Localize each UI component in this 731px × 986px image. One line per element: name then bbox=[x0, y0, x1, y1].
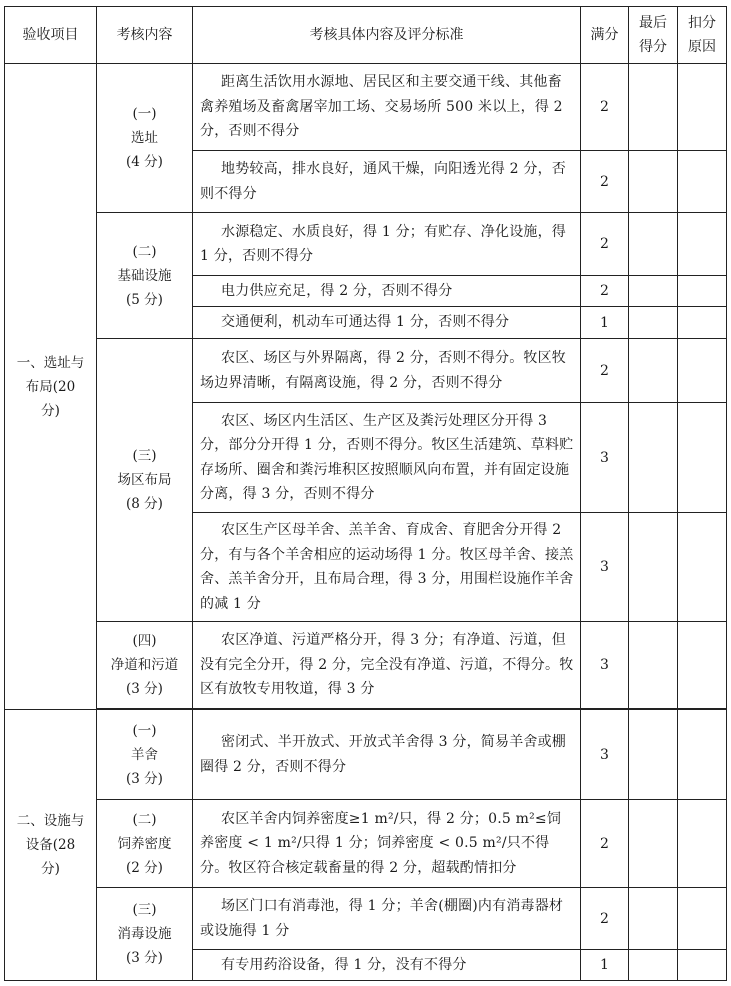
criteria-text: 交通便利，机动车可通达得 1 分，否则不得分 bbox=[193, 307, 581, 339]
header-final-score: 最后 得分 bbox=[629, 7, 678, 64]
final-score-cell[interactable] bbox=[629, 710, 678, 800]
criteria-text: 地势较高，排水良好，通风干燥，向阳透光得 2 分，否则不得分 bbox=[193, 151, 581, 213]
header-deduct-reason: 扣分 原因 bbox=[678, 7, 727, 64]
header-criteria: 考核具体内容及评分标准 bbox=[193, 7, 581, 64]
deduct-reason-cell[interactable] bbox=[678, 950, 727, 981]
full-score: 3 bbox=[581, 622, 629, 709]
criteria-text: 场区门口有消毒池，得 1 分；羊舍(棚圈)内有消毒器材或设施得 1 分 bbox=[193, 888, 581, 950]
deduct-reason-cell[interactable] bbox=[678, 800, 727, 888]
table-row bbox=[5, 800, 727, 888]
table-row bbox=[5, 64, 727, 151]
evaluation-table bbox=[4, 6, 727, 981]
deduct-reason-cell[interactable] bbox=[678, 276, 727, 307]
final-score-cell[interactable] bbox=[629, 403, 678, 513]
table-row bbox=[5, 622, 727, 709]
criteria-text: 距离生活饮用水源地、居民区和主要交通干线、其他畜禽养殖场及畜禽屠宰加工场、交易场所 500 米以上，得 2 分，否则不得分 bbox=[193, 64, 581, 151]
sub-label-stocking-density: (二) 饲养密度 (2 分) bbox=[97, 800, 193, 888]
deduct-reason-cell[interactable] bbox=[678, 307, 727, 339]
deduct-reason-cell[interactable] bbox=[678, 403, 727, 513]
table-row bbox=[5, 339, 727, 403]
criteria-text: 有专用药浴设备，得 1 分，没有不得分 bbox=[193, 950, 581, 981]
criteria-text: 农区、场区内生活区、生产区及粪污处理区分开得 3 分，部分分开得 1 分，否则不得分。牧区生活建筑、草料贮存场所、圈舍和粪污堆积区按照顺风向布置，并有固定设施分离，得 3 分，否则不得分 bbox=[193, 403, 581, 513]
final-score-cell[interactable] bbox=[629, 307, 678, 339]
header-content: 考核内容 bbox=[97, 7, 193, 64]
sub-label-infrastructure: (二) 基础设施 (5 分) bbox=[97, 213, 193, 339]
full-score: 2 bbox=[581, 800, 629, 888]
deduct-reason-cell[interactable] bbox=[678, 710, 727, 800]
sub-label-clean-dirty-roads: (四) 净道和污道 (3 分) bbox=[97, 622, 193, 709]
final-score-cell[interactable] bbox=[629, 800, 678, 888]
deduct-reason-cell[interactable] bbox=[678, 64, 727, 151]
criteria-text: 农区净道、污道严格分开，得 3 分；有净道、污道，但没有完全分开，得 2 分，完全没有净道、污道，不得分。牧区有放牧专用牧道，得 3 分 bbox=[193, 622, 581, 709]
header-full-score: 满分 bbox=[581, 7, 629, 64]
final-score-cell[interactable] bbox=[629, 213, 678, 276]
final-score-cell[interactable] bbox=[629, 276, 678, 307]
full-score: 3 bbox=[581, 513, 629, 622]
deduct-reason-cell[interactable] bbox=[678, 339, 727, 403]
criteria-text: 农区生产区母羊舍、羔羊舍、育成舍、育肥舍分开得 2 分，有与各个羊舍相应的运动场得 1 分。牧区母羊舍、接羔舍、羔羊舍分开，且布局合理，得 3 分，用围栏设施作羊舍的减 1 分 bbox=[193, 513, 581, 622]
full-score: 2 bbox=[581, 64, 629, 151]
full-score: 2 bbox=[581, 213, 629, 276]
final-score-cell[interactable] bbox=[629, 339, 678, 403]
criteria-text: 电力供应充足，得 2 分，否则不得分 bbox=[193, 276, 581, 307]
full-score: 3 bbox=[581, 403, 629, 513]
deduct-reason-cell[interactable] bbox=[678, 622, 727, 709]
final-score-cell[interactable] bbox=[629, 950, 678, 981]
deduct-reason-cell[interactable] bbox=[678, 888, 727, 950]
final-score-cell[interactable] bbox=[629, 888, 678, 950]
deduct-reason-cell[interactable] bbox=[678, 513, 727, 622]
header-item: 验收项目 bbox=[5, 7, 97, 64]
sub-label-site-selection: (一) 选址 (4 分) bbox=[97, 64, 193, 213]
full-score: 2 bbox=[581, 339, 629, 403]
final-score-cell[interactable] bbox=[629, 64, 678, 151]
final-score-cell[interactable] bbox=[629, 151, 678, 213]
criteria-text: 密闭式、半开放式、开放式羊舍得 3 分，简易羊舍或棚圈得 2 分，否则不得分 bbox=[193, 710, 581, 800]
criteria-text: 农区羊舍内饲养密度≥1 m²/只，得 2 分；0.5 m²≤饲养密度 < 1 m²/只得 1 分；饲养密度 < 0.5 m²/只不得分。牧区符合核定载畜量的得 2 分，超载酌情扣分 bbox=[193, 800, 581, 888]
final-score-cell[interactable] bbox=[629, 513, 678, 622]
full-score: 2 bbox=[581, 151, 629, 213]
table-row bbox=[5, 888, 727, 950]
header-row bbox=[5, 7, 727, 64]
table-row bbox=[5, 213, 727, 276]
section-title-facilities-equipment: 二、设施与 设备(28 分) bbox=[5, 710, 97, 981]
sub-label-sheep-house: (一) 羊舍 (3 分) bbox=[97, 710, 193, 800]
sub-label-site-layout: (三) 场区布局 (8 分) bbox=[97, 339, 193, 622]
final-score-cell[interactable] bbox=[629, 622, 678, 709]
full-score: 1 bbox=[581, 307, 629, 339]
deduct-reason-cell[interactable] bbox=[678, 213, 727, 276]
full-score: 1 bbox=[581, 950, 629, 981]
deduct-reason-cell[interactable] bbox=[678, 151, 727, 213]
criteria-text: 农区、场区与外界隔离，得 2 分，否则不得分。牧区牧场边界清晰，有隔离设施，得 2 分，否则不得分 bbox=[193, 339, 581, 403]
full-score: 2 bbox=[581, 888, 629, 950]
table-row bbox=[5, 710, 727, 800]
full-score: 2 bbox=[581, 276, 629, 307]
full-score: 3 bbox=[581, 710, 629, 800]
criteria-text: 水源稳定、水质良好，得 1 分；有贮存、净化设施，得 1 分，否则不得分 bbox=[193, 213, 581, 276]
section-title-site-layout: 一、选址与 布局(20 分) bbox=[5, 64, 97, 710]
sub-label-disinfection: (三) 消毒设施 (3 分) bbox=[97, 888, 193, 981]
